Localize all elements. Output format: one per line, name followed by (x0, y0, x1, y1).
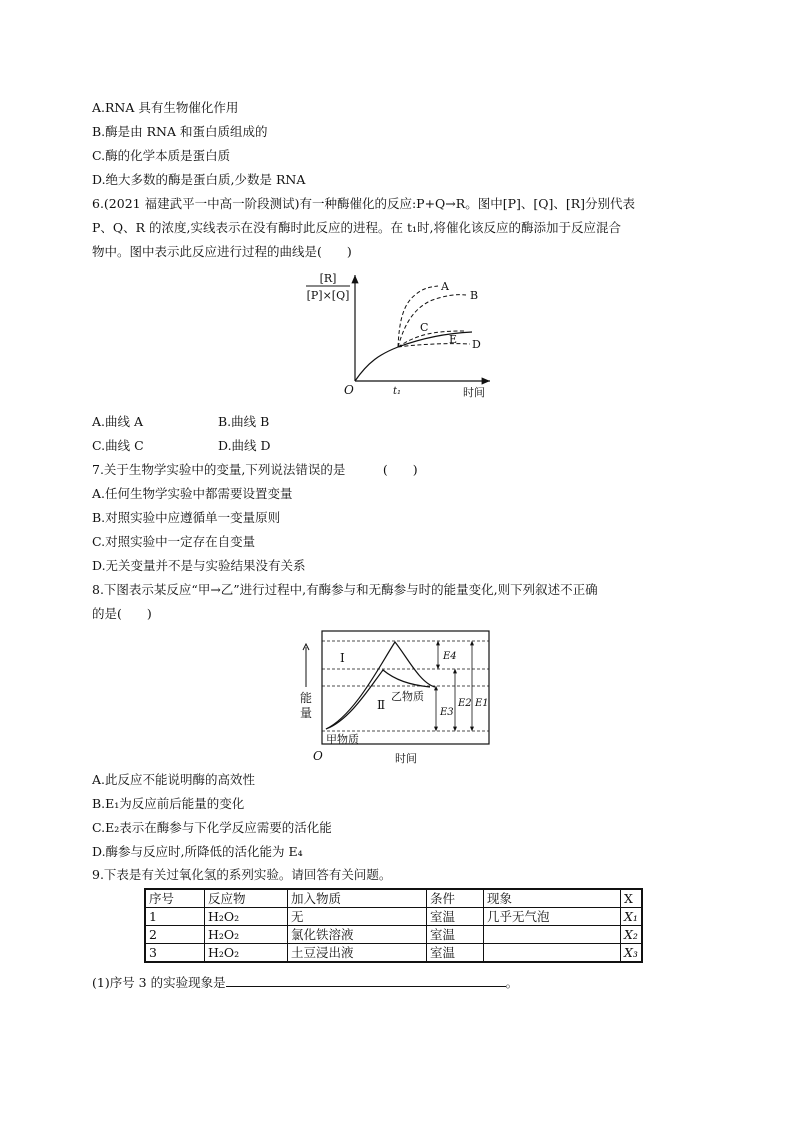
q8-y-label-1: 能 (300, 691, 313, 705)
q6-curve-label-d: D (472, 338, 481, 351)
q8-x-label: 时间 (395, 752, 417, 765)
table-header-cell: 反应物 (205, 889, 288, 908)
q6-x-label: 时间 (463, 386, 485, 399)
table-cell (484, 926, 621, 944)
table-cell: 室温 (427, 944, 484, 963)
q5-option-a: A.RNA 具有生物催化作用 (92, 100, 239, 115)
table-cell: X₁ (621, 908, 643, 926)
q8-option-a: A.此反应不能说明酶的高效性 (92, 772, 256, 787)
table-cell: 无 (288, 908, 427, 926)
q8-e3-label: E3 (440, 707, 454, 718)
table-cell: 3 (145, 944, 205, 963)
q8-e4-label: E4 (443, 651, 457, 662)
q6-y-label-denominator: [P]×[Q] (306, 289, 350, 302)
q6-t1-label: t₁ (393, 386, 402, 397)
q5-option-b: B.酶是由 RNA 和蛋白质组成的 (92, 124, 268, 139)
q6-y-label-numerator: [R] (319, 272, 337, 285)
q8-option-b: B.E₁为反应前后能量的变化 (92, 796, 245, 811)
q8-e2-label: E2 (458, 698, 472, 709)
q6-option-b: B.曲线 B (218, 414, 270, 429)
q8-option-d: D.酶参与反应时,所降低的活化能为 E₄ (92, 844, 303, 859)
q6-stem-line1: 6.(2021 福建武平一中高一阶段测试)有一种酶催化的反应:P+Q→R。图中[P]、[Q]、[R]分别代表 (92, 196, 636, 211)
q5-option-d: D.绝大多数的酶是蛋白质,少数是 RNA (92, 172, 306, 187)
table-row (145, 926, 642, 944)
q9-sub1-suffix: 。 (505, 975, 519, 990)
q8-product-label: 乙物质 (391, 690, 424, 703)
q6-stem-line2: P、Q、R 的浓度,实线表示在没有酶时此反应的进程。在 t₁时,将催化该反应的酶添加于反应混合 (92, 220, 621, 235)
table-cell: 2 (145, 926, 205, 944)
table-cell (484, 944, 621, 963)
q5-option-c: C.酶的化学本质是蛋白质 (92, 148, 231, 163)
q6-option-a: A.曲线 A (92, 414, 144, 429)
q9-sub1-prefix: (1)序号 3 的实验现象是 (92, 975, 226, 990)
q6-curve-label-a: A (441, 280, 449, 293)
q8-plot-frame (322, 631, 489, 744)
table-row (145, 908, 642, 926)
q8-origin-label: O (313, 749, 323, 763)
q6-option-d: D.曲线 D (218, 438, 271, 453)
q6-curve-a (398, 286, 438, 347)
q9-experiment-table (144, 888, 643, 963)
table-cell: H₂O₂ (205, 926, 288, 944)
q6-origin-label: O (344, 383, 354, 397)
table-header-cell: 现象 (484, 889, 621, 908)
q8-stem-line1: 8.下图表示某反应“甲→乙”进行过程中,有酶参与和无酶参与时的能量变化,则下列叙述不正确 (92, 582, 598, 597)
q7-option-a: A.任何生物学实验中都需要设置变量 (92, 486, 293, 501)
q8-y-label-2: 量 (300, 706, 313, 720)
table-header-cell: 加入物质 (288, 889, 427, 908)
q6-stem-line3: 物中。图中表示此反应进行过程的曲线是( ) (92, 244, 352, 259)
q7-stem: 7.关于生物学实验中的变量,下列说法错误的是 ( ) (92, 462, 418, 477)
q9-stem: 9.下表是有关过氧化氢的系列实验。请回答有关问题。 (92, 867, 392, 882)
table-cell: 室温 (427, 908, 484, 926)
table-header-cell: X (621, 889, 643, 908)
q7-option-c: C.对照实验中一定存在自变量 (92, 534, 256, 549)
table-cell: X₃ (621, 944, 643, 963)
q8-e1-label: E1 (475, 698, 489, 709)
q7-option-d: D.无关变量并不是与实验结果没有关系 (92, 558, 306, 573)
table-row (145, 944, 642, 963)
table-cell: 几乎无气泡 (484, 908, 621, 926)
table-cell: 1 (145, 908, 205, 926)
table-header-row (145, 889, 642, 908)
q6-option-c: C.曲线 C (92, 438, 144, 453)
q6-curve-d (398, 344, 470, 347)
table-cell: X₂ (621, 926, 643, 944)
table-cell: H₂O₂ (205, 908, 288, 926)
table-header-cell: 序号 (145, 889, 205, 908)
q8-energy-graph (295, 625, 495, 765)
q9-subquestion-1 (92, 974, 518, 991)
table-cell: H₂O₂ (205, 944, 288, 963)
q8-curve-i-label: Ⅰ (340, 651, 345, 665)
q8-stem-line2: 的是( ) (92, 606, 152, 621)
q6-curve-label-c: C (420, 321, 429, 334)
table-cell: 室温 (427, 926, 484, 944)
table-cell: 土豆浸出液 (288, 944, 427, 963)
table-cell: 氯化铁溶液 (288, 926, 427, 944)
table-header-cell: 条件 (427, 889, 484, 908)
q6-reaction-graph (300, 270, 500, 400)
q9-sub1-answer-blank[interactable] (226, 974, 506, 987)
q8-option-c: C.E₂表示在酶参与下化学反应需要的活化能 (92, 820, 332, 835)
q6-curve-label-e: E (449, 333, 458, 346)
q8-reactant-label: 甲物质 (326, 733, 359, 746)
q6-curve-label-b: B (470, 289, 479, 302)
q8-curve-ii-label: Ⅱ (377, 698, 386, 712)
q7-option-b: B.对照实验中应遵循单一变量原则 (92, 510, 281, 525)
